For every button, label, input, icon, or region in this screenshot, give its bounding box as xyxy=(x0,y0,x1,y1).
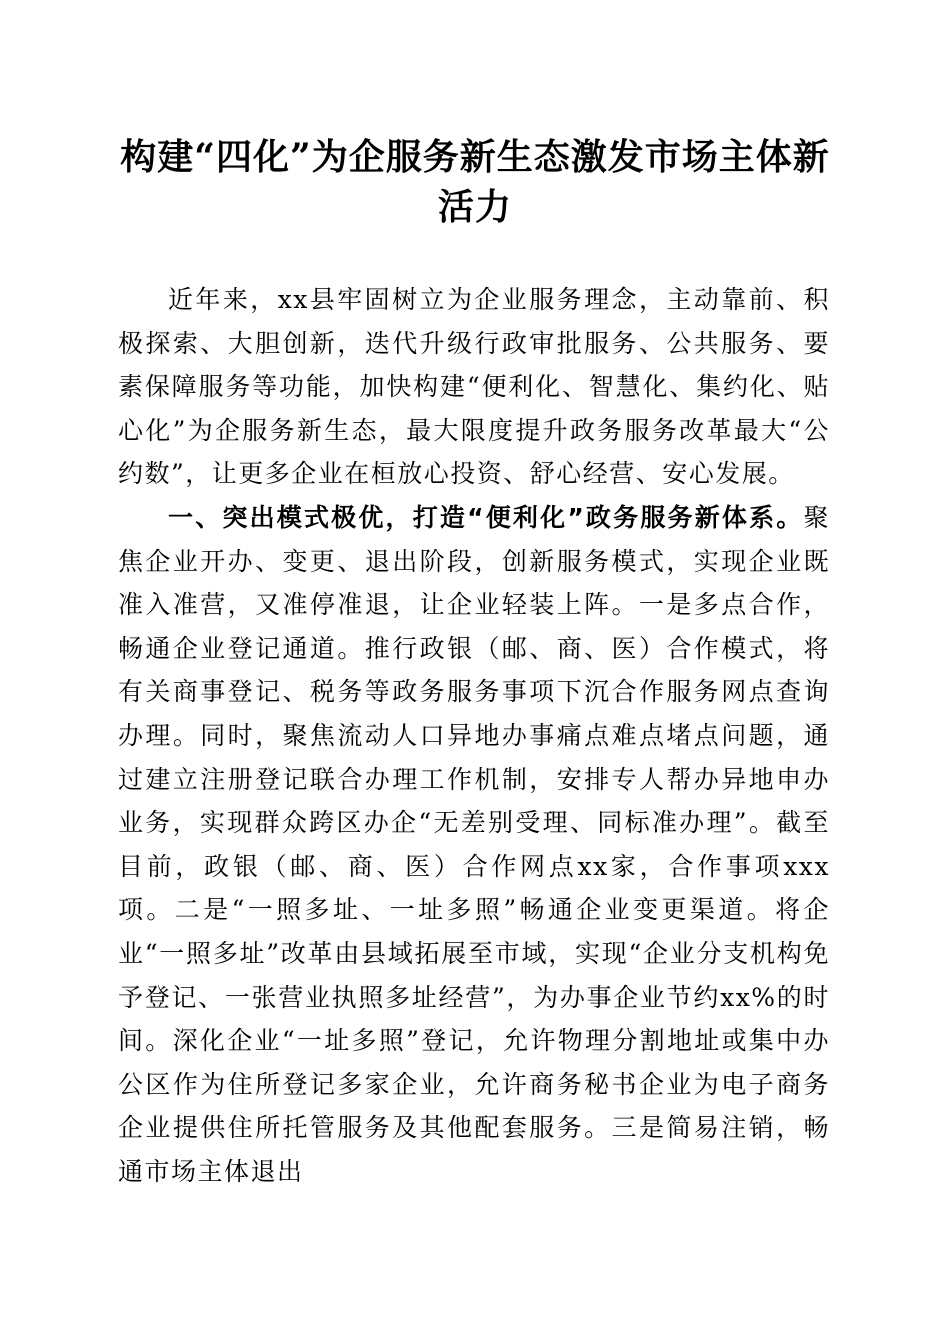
section-1-heading: 一、突出模式极优，打造“便利化”政务服务新体系。 xyxy=(168,502,804,532)
document-body xyxy=(118,278,830,1193)
page-title: 构建“四化”为企服务新生态激发市场主体新活力 xyxy=(120,136,830,228)
intro-paragraph: 近年来，xx县牢固树立为企业服务理念，主动靠前、积极探索、大胆创新，迭代升级行政审批服务、公共服务、要素保障服务等功能，加快构建“便利化、智慧化、集约化、贴心化”为企服务新生态，最大限度提升政务服务改革最大“公约数”，让更多企业在桓放心投资、舒心经营、安心发展。 xyxy=(118,285,830,489)
section-1-paragraph xyxy=(118,496,830,1194)
section-1-body: 聚焦企业开办、变更、退出阶段，创新服务模式，实现企业既准入准营，又准停准退，让企业轻装上阵。一是多点合作，畅通企业登记通道。推行政银（邮、商、医）合作模式，将有关商事登记、税务等政务服务事项下沉合作服务网点查询办理。同时，聚焦流动人口异地办事痛点难点堵点问题，通过建立注册登记联合办理工作机制，安排专人帮办异地申办业务，实现群众跨区办企“无差别受理、同标准办理”。截至目前，政银（邮、商、医）合作网点xx家，合作事项xxx项。二是“一照多址、一址多照”畅通企业变更渠道。将企业“一照多址”改革由县域拓展至市域，实现“企业分支机构免予登记、一张营业执照多址经营”，为办事企业节约xx%的时间。深化企业“一址多照”登记，允许物理分割地址或集中办公区作为住所登记多家企业，允许商务秘书企业为电子商务企业提供住所托管服务及其他配套服务。三是简易注销，畅通市场主体退出 xyxy=(118,502,830,1186)
